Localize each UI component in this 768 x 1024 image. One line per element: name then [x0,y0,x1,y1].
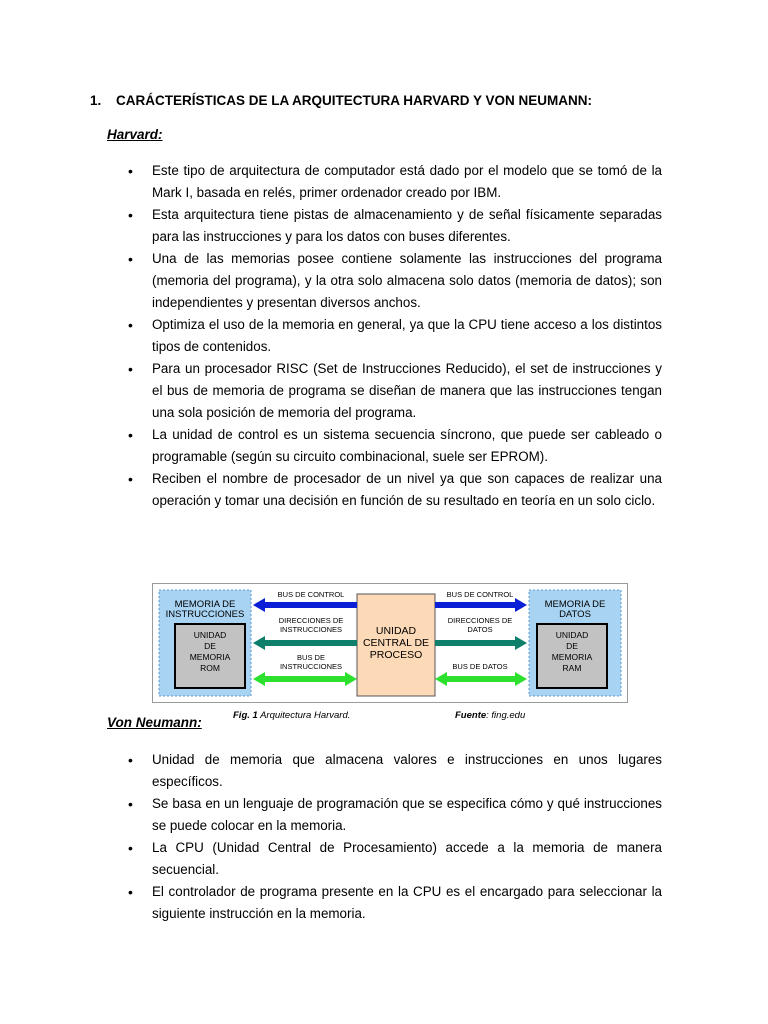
ram-label-4: RAM [562,663,582,673]
figure-caption-label: Fig. 1 [233,710,258,721]
right-address-bus-label-1: DIRECCIONES DE [447,616,513,625]
rom-label-3: MEMORIA [189,652,231,662]
figure-source-text: : fing.edu [486,710,526,721]
rom-label-2: DE [204,641,216,651]
right-control-bus-arrow [435,598,527,612]
section-title: CARÁCTERÍSTICAS DE LA ARQUITECTURA HARVARD Y VON NEUMANN: [116,93,593,108]
left-control-bus-arrow [253,598,357,612]
left-address-bus-label-1: DIRECCIONES DE [278,616,344,625]
rom-label-4: ROM [200,663,220,673]
vonneumann-heading: Von Neumann: [107,715,202,730]
instruction-memory-title-2: INSTRUCCIONES [165,609,245,620]
data-memory-title-2: DATOS [559,609,591,620]
list-item: • Optimiza el uso de la memoria en general, ya que la CPU tiene acceso a los distintos tipos de contenidos. [128,314,662,358]
harvard-architecture-diagram [152,583,628,703]
right-data-bus-label: BUS DE DATOS [452,662,508,671]
left-control-bus-label: BUS DE CONTROL [277,590,345,599]
list-item: • El controlador de programa presente en la CPU es el encargado para seleccionar la siguiente instrucción en la memoria. [128,881,662,925]
list-item: • Esta arquitectura tiene pistas de almacenamiento y de señal físicamente separadas para las instrucciones y para los datos con buses diferentes. [128,204,662,248]
list-item: • Reciben el nombre de procesador de un nivel ya que son capaces de realizar una operación y tomar una decisión en función de su resultado en teoría en un solo ciclo. [128,468,662,512]
section-number: 1. [90,93,102,108]
figure-source [455,710,525,721]
section-heading [90,93,592,108]
left-instruction-bus-arrow [253,672,357,686]
list-item: • La unidad de control es un sistema secuencia síncrono, que puede ser cableado o programable (según su circuito combinacional, suele ser EPROM). [128,424,662,468]
left-instruction-bus-label-1: BUS DE [297,653,325,662]
list-item: • Una de las memorias posee contiene solamente las instrucciones del programa (memoria del programa), y la otra solo almacena solo datos (memoria de datos); son independientes y presentan diversos anchos. [128,248,662,314]
instruction-memory-title-1: MEMORIA DE [174,599,236,610]
right-address-bus-label-2: DATOS [467,625,493,634]
list-item: • Unidad de memoria que almacena valores e instrucciones en unos lugares específicos. [128,749,662,793]
right-control-bus-label: BUS DE CONTROL [446,590,514,599]
ram-label-1: UNIDAD [555,630,589,640]
figure-caption-text: Arquitectura Harvard. [257,710,351,721]
ram-label-3: MEMORIA [551,652,593,662]
cpu-label-2: CENTRAL DE [362,637,430,649]
harvard-bullet-list [128,160,662,512]
list-item: • La CPU (Unidad Central de Procesamiento) accede a la memoria de manera secuencial. [128,837,662,881]
left-address-bus-arrow [253,636,357,650]
rom-label-1: UNIDAD [193,630,227,640]
data-memory-title-1: MEMORIA DE [544,599,606,610]
figure-source-label: Fuente [455,710,487,721]
right-address-bus-arrow [435,636,527,650]
cpu-label-3: PROCESO [369,649,423,661]
ram-label-2: DE [566,641,578,651]
cpu-label-1: UNIDAD [375,625,417,637]
right-data-bus-arrow [435,672,527,686]
list-item: • Se basa en un lenguaje de programación que se especifica cómo y qué instrucciones se puede colocar en la memoria. [128,793,662,837]
list-item: • Este tipo de arquitectura de computador está dado por el modelo que se tomó de la Mark I, basada en relés, primer ordenador creado por IBM. [128,160,662,204]
vonneumann-bullet-list [128,749,662,925]
left-address-bus-label-2: INSTRUCCIONES [279,625,343,634]
figure-caption [233,710,350,721]
list-item: • Para un procesador RISC (Set de Instrucciones Reducido), el set de instrucciones y el bus de memoria de programa se diseñan de manera que las instrucciones tengan una sola posición de memoria del programa. [128,358,662,424]
left-instruction-bus-label-2: INSTRUCCIONES [279,662,343,671]
harvard-heading: Harvard: [107,127,163,142]
